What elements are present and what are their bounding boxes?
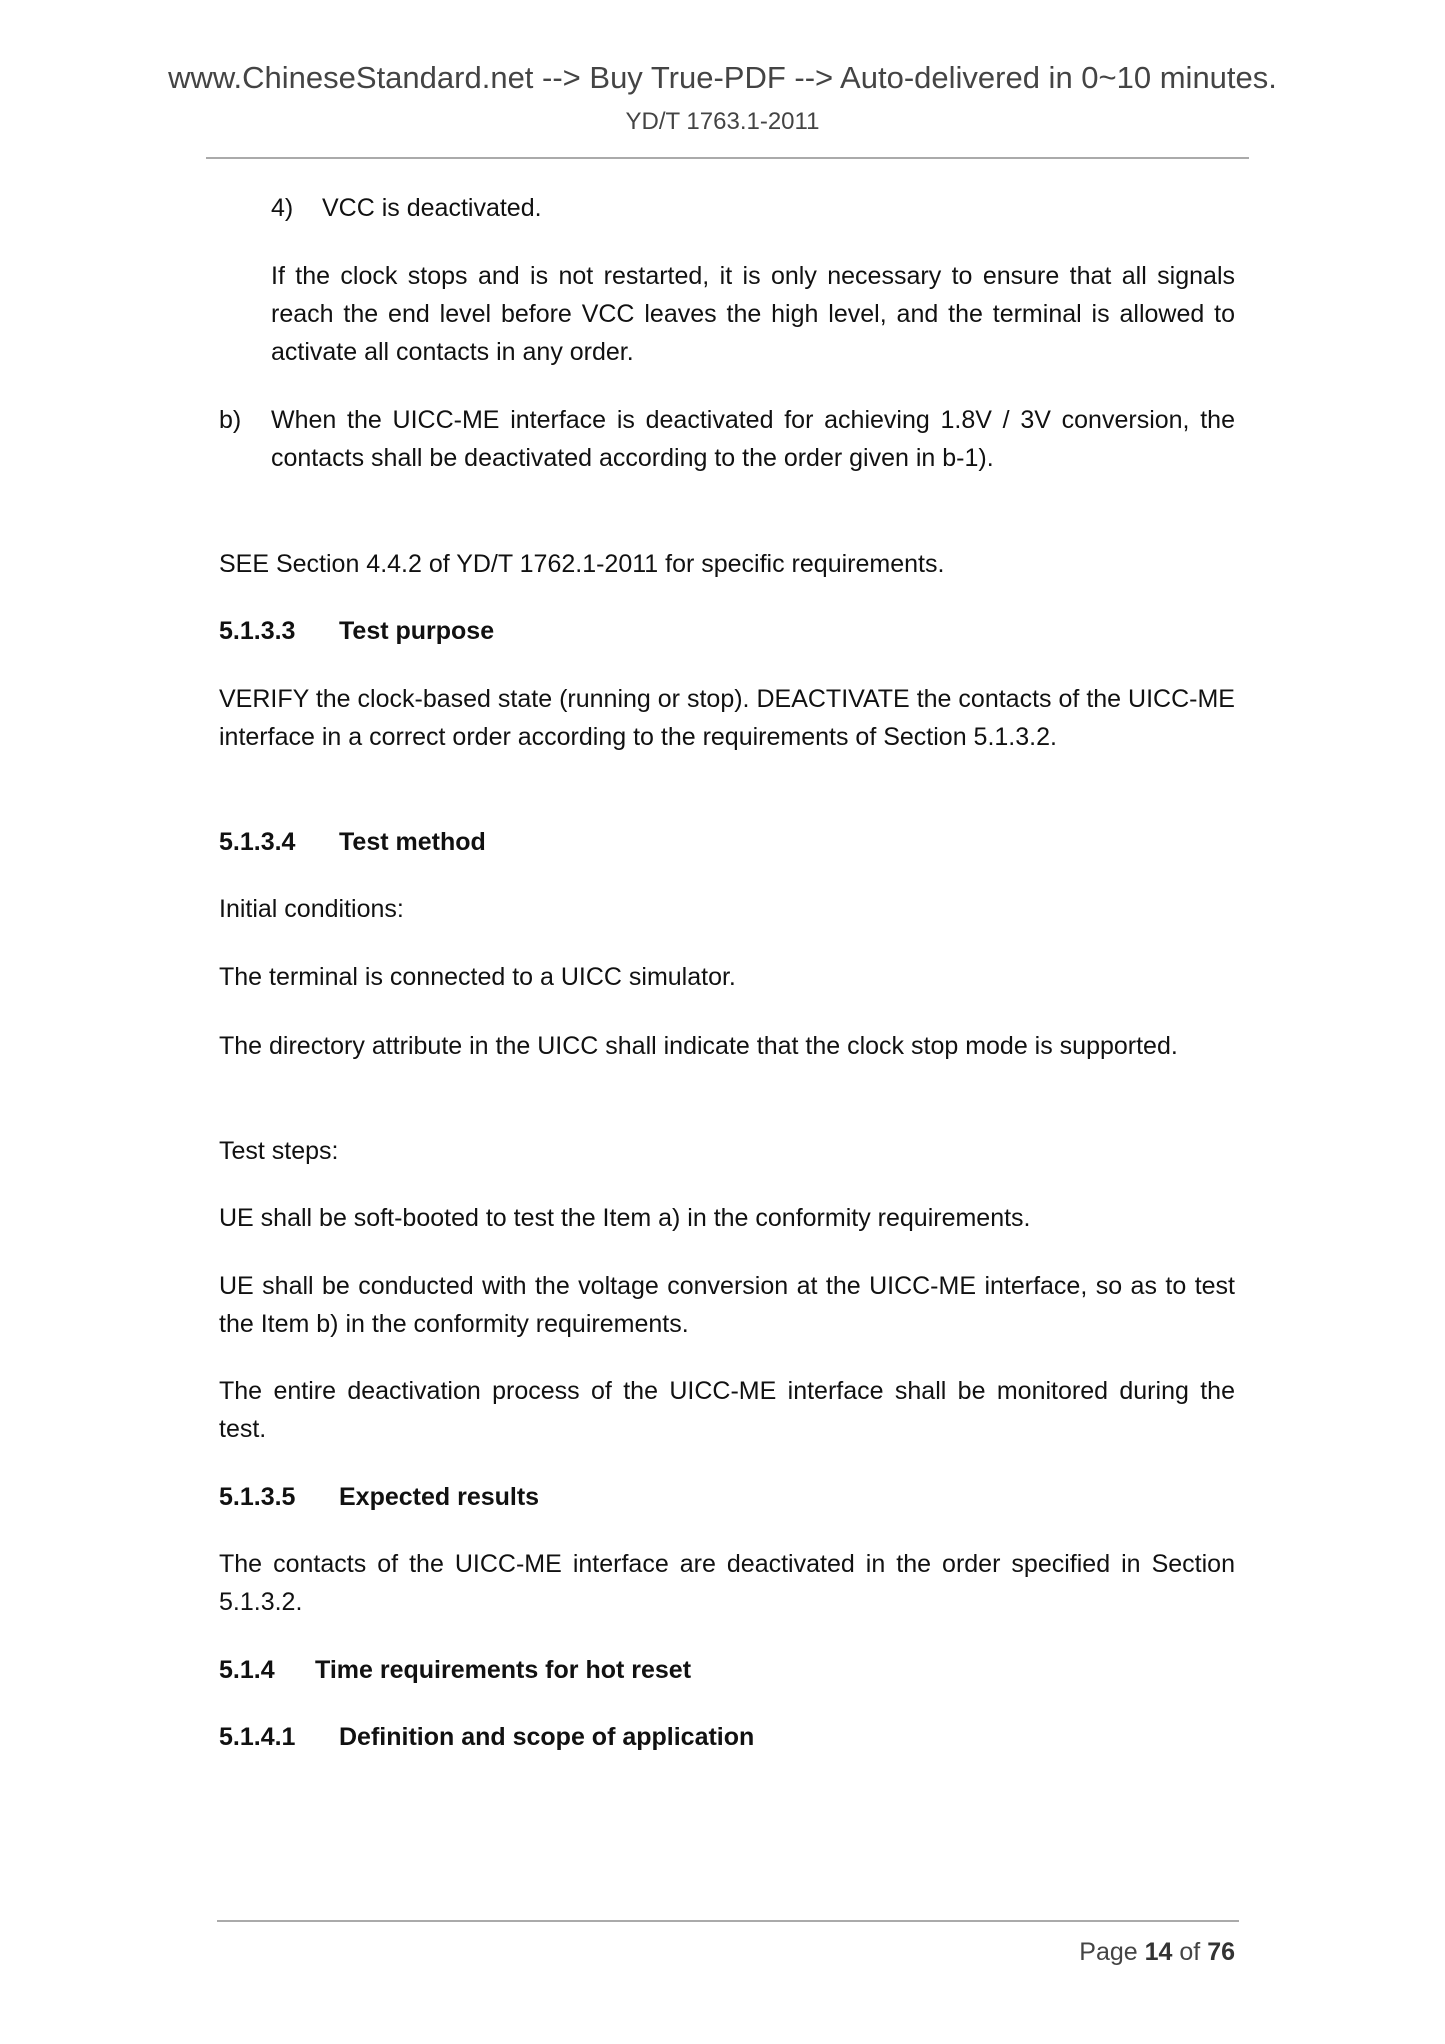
- section-number: 5.1.3.4: [219, 828, 296, 856]
- section-number: 5.1.3.3: [219, 617, 296, 645]
- paragraph: UE shall be soft-booted to test the Item a) in the conformity requirements.: [219, 1204, 1031, 1232]
- page-label: Page: [1079, 1938, 1138, 1966]
- header-banner: www.ChineseStandard.net --> Buy True-PDF --> Auto-delivered in 0~10 minutes.: [168, 60, 1277, 95]
- header-divider: [206, 157, 1249, 159]
- paragraph: SEE Section 4.4.2 of YD/T 1762.1-2011 for specific requirements.: [219, 550, 945, 578]
- list-label: b): [219, 406, 242, 434]
- section-number: 5.1.4.1: [219, 1723, 296, 1751]
- section-heading: [219, 823, 486, 861]
- section-title: Expected results: [339, 1483, 540, 1511]
- section-title: Time requirements for hot reset: [315, 1656, 692, 1684]
- paragraph: If the clock stops and is not restarted, it is only necessary to ensure that all signals reach the end level before VCC leaves the high level, and the terminal is allowed to activate all contacts in any order.: [271, 262, 1235, 366]
- section-title: Test method: [339, 828, 486, 856]
- list-label: 4): [271, 194, 294, 222]
- paragraph: Test steps:: [219, 1137, 339, 1165]
- current-page: 14: [1144, 1938, 1173, 1966]
- paragraph: The terminal is connected to a UICC simulator.: [219, 963, 736, 991]
- paragraph: VERIFY the clock-based state (running or stop). DEACTIVATE the contacts of the UICC-ME interface in a correct order according to the requirements of Section 5.1.3.2.: [219, 685, 1235, 751]
- footer-divider: [217, 1920, 1239, 1922]
- document-id: YD/T 1763.1-2011: [625, 108, 820, 135]
- total-pages: 76: [1207, 1938, 1235, 1966]
- section-title: Definition and scope of application: [339, 1723, 755, 1751]
- section-heading: [219, 1651, 692, 1689]
- section-heading: [219, 1718, 755, 1756]
- paragraph: Initial conditions:: [219, 895, 404, 923]
- section-heading: [219, 1478, 540, 1516]
- paragraph: The contacts of the UICC-ME interface are deactivated in the order specified in Section 5.1.3.2.: [219, 1550, 1235, 1616]
- paragraph: The entire deactivation process of the UICC-ME interface shall be monitored during the test.: [219, 1377, 1235, 1443]
- list-item-text: When the UICC-ME interface is deactivated for achieving 1.8V / 3V conversion, the contacts shall be deactivated according to the order given in b-1).: [271, 406, 1235, 472]
- paragraph: UE shall be conducted with the voltage conversion at the UICC-ME interface, so as to test the Item b) in the conformity requirements.: [219, 1272, 1235, 1338]
- page-number: [1079, 1938, 1235, 1967]
- section-title: Test purpose: [339, 617, 495, 645]
- section-number: 5.1.3.5: [219, 1483, 296, 1511]
- list-item-text: VCC is deactivated.: [322, 194, 542, 222]
- of-label: of: [1179, 1938, 1201, 1966]
- paragraph: The directory attribute in the UICC shall indicate that the clock stop mode is supported.: [219, 1032, 1178, 1060]
- section-number: 5.1.4: [219, 1656, 275, 1684]
- section-heading: [219, 612, 495, 650]
